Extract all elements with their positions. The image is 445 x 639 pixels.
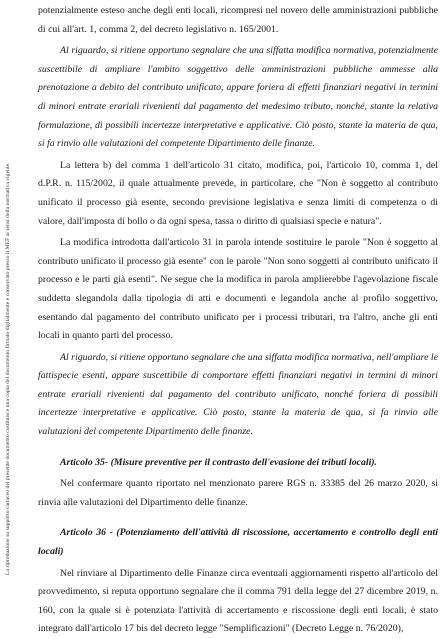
paragraph-article-36: Nel rinviare al Dipartimento delle Finanze circa eventuali aggiornamenti rispetto all'articolo del provvedimento, si reputa opportuno segnalare che il comma 791 della legge del 27 dicembre 2019, n. 160, con la quale si è potenziata l'attività di accertamento e riscossione degli enti locali, è stato integrato dall'articolo 17 bis del decreto legge "Semplificazioni" (Decreto Legge n. 76/2020),: [38, 567, 438, 635]
document-body: [38, 2, 438, 639]
paragraph-intro: potenzialmente esteso anche degli enti locali, ricompresi nel novero delle amministrazioni pubbliche di cui all'art. 1, comma 2, del decreto legislativo n. 165/2001.: [38, 5, 438, 35]
side-watermark-note: La riproduzione su supporto cartaceo del presente documento costituisce una copia del documento firmato digitalmente e conservato presso il MEF ai sensi della normativa vigente.: [5, 162, 11, 575]
paragraph-letter-b: La lettera b) del comma 1 dell'articolo 31 citato, modifica, poi, l'articolo 10, comma 1, del d.P.R. n. 115/2002, il quale attualmente prevede, in particolare, che "Non è soggetto al contributo unificato il processo già esente, secondo previsione legislativa e senza limiti di competenza o di valore, dall'imposta di bollo o da ogni spesa, tassa o diritto di qualsiasi specie e natura".: [38, 159, 438, 227]
paragraph-modification: La modifica introdotta dall'articolo 31 in parola intende sostituire le parole "Non è soggetto al contributo unificato il processo già esente" con le parole "Non sono soggetti al contributo unificato il processo e le parti già esenti". Ne segue che la modifica in parola amplierebbe l'agevolazione fiscale suddetta slegandola dalla tipologia di atti e documenti e legandola anche al profilo soggettivo, esentando dal pagamento del contributo unificato per i processi tributari, tra l'altro, anche gli enti locali in quanto parti del processo.: [38, 237, 438, 342]
paragraph-remark-1: Al riguardo, si ritiene opportuno segnalare che una siffatta modifica normativa, potenzialmente suscettibile di ampliare l'ambito soggettivo delle amministrazioni pubbliche ammesse alla prenotazione a debito del contributo unificato, appare foriera di effetti finanziari negativi in termini di minori entrate erariali rivenienti dal pagamento del medesimo tributo, nonché, stante la relativa formulazione, di possibili incertezze interpretative e applicative. Ciò posto, stante la materia de qua, si fa rinvio alle valutazioni del competente Dipartimento delle finanze.: [38, 45, 438, 150]
paragraph-article-35: Nel confermare quanto riportato nel menzionato parere RGS n. 33385 del 26 marzo 2020, si rinvia alle valutazioni del Dipartimento delle finanze.: [38, 478, 438, 508]
heading-article-36: Articolo 36 - (Potenziamento dell'attività di riscossione, accertamento e controllo degli enti locali): [38, 527, 438, 558]
heading-article-35: Articolo 35- (Misure preventive per il contrasto dell'evasione dei tributi locali).: [60, 456, 378, 468]
paragraph-remark-2: Al riguardo, si ritiene opportuno segnalare che una siffatta modifica normativa, nell'ampliare le fattispecie esenti, appare suscettibile di comportare effetti finanziari negativi in termini di minori entrate erariali rivenienti dal pagamento del contributo unificato, nonché foriera di possibili incertezze interpretative e applicative. Ciò posto, stante la materia de qua, si fa rinvio alle valutazioni del competente Dipartimento delle finanze.: [38, 351, 438, 438]
